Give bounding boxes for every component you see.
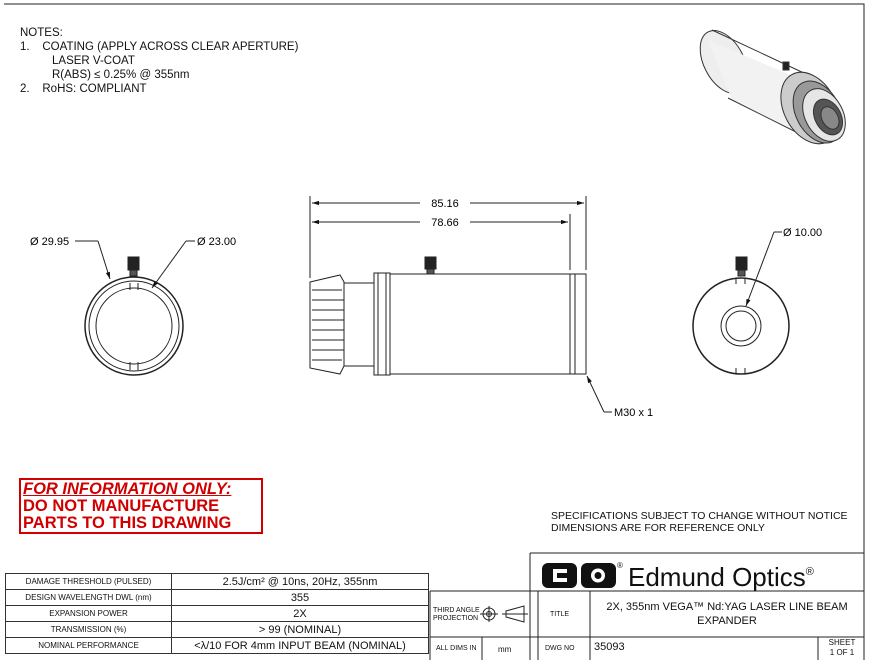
note-2-text: RoHS: COMPLIANT (42, 83, 147, 95)
dwg-no-value: 35093 (594, 641, 625, 653)
table-row (6, 622, 429, 638)
brand-name (628, 562, 814, 593)
outer-diameter-label: Ø 29.95 (30, 236, 70, 248)
svg-text:®: ® (617, 561, 623, 570)
logo-text: EO (541, 560, 543, 561)
units-label: ALL DIMS IN (436, 645, 477, 652)
sheet-value: 1 OF 1 (829, 648, 855, 657)
sheet-info (822, 638, 862, 658)
title-line-2: EXPANDER (697, 615, 757, 627)
spec-value: <λ/10 FOR 4mm INPUT BEAM (NOMINAL) (172, 638, 429, 654)
third-angle-projection-symbol (480, 606, 528, 622)
table-row (6, 574, 429, 590)
spec-value: 355 (172, 590, 429, 606)
disclaimer-line-1: SPECIFICATIONS SUBJECT TO CHANGE WITHOUT NOTICE (551, 510, 848, 522)
aperture-diameter-label: Ø 10.00 (783, 227, 823, 239)
spec-label: TRANSMISSION (%) (6, 622, 172, 638)
note-2-number: 2. (20, 83, 30, 95)
drawing-title (594, 600, 860, 628)
title-label: TITLE (550, 611, 570, 618)
table-row (6, 638, 429, 654)
specifications-table (5, 573, 429, 654)
inner-diameter-label: Ø 23.00 (197, 236, 237, 248)
thread-label: M30 x 1 (614, 407, 654, 419)
edmund-optics-logo (541, 560, 621, 590)
title-line-1: 2X, 355nm VEGA™ Nd:YAG LASER LINE BEAM (606, 601, 848, 613)
spec-label: NOMINAL PERFORMANCE (6, 638, 172, 654)
notes-heading: NOTES: (20, 27, 63, 39)
note-1-number: 1. (20, 41, 30, 53)
table-row (6, 606, 429, 622)
left-end-view (75, 241, 195, 375)
registered-mark: ® (805, 566, 814, 578)
dwg-no-label: DWG NO (545, 645, 575, 652)
sheet-label: SHEET (828, 638, 856, 647)
note-1-sub-1: LASER V-COAT (52, 55, 135, 67)
warning-line-3: PARTS TO THIS DRAWING (23, 514, 232, 532)
disclaimer-line-2: DIMENSIONS ARE FOR REFERENCE ONLY (551, 522, 765, 534)
overall-length-label: 85.16 (431, 198, 459, 210)
right-end-view (693, 232, 789, 374)
spec-value: 2.5J/cm² @ 10ns, 20Hz, 355nm (172, 574, 429, 590)
projection-label (433, 607, 480, 623)
units-value: mm (498, 645, 512, 654)
warning-line-2: DO NOT MANUFACTURE (23, 497, 220, 515)
brand-text: Edmund Optics (628, 562, 806, 592)
body-length-label: 78.66 (431, 217, 459, 229)
table-row (6, 590, 429, 606)
projection-line-2: PROJECTION (433, 615, 479, 622)
spec-label: EXPANSION POWER (6, 606, 172, 622)
projection-line-1: THIRD ANGLE (433, 607, 480, 614)
spec-value: > 99 (NOMINAL) (172, 622, 429, 638)
info-only-warning (19, 478, 263, 534)
spec-value: 2X (172, 606, 429, 622)
side-view (310, 196, 612, 412)
note-1-sub-2: R(ABS) ≤ 0.25% @ 355nm (52, 69, 190, 81)
isometric-view (690, 23, 854, 154)
spec-label: DESIGN WAVELENGTH DWL (nm) (6, 590, 172, 606)
note-1-text: COATING (APPLY ACROSS CLEAR APERTURE) (42, 41, 299, 53)
warning-line-1: FOR INFORMATION ONLY: (23, 480, 232, 498)
disclaimer (551, 510, 848, 534)
spec-label: DAMAGE THRESHOLD (PULSED) (6, 574, 172, 590)
